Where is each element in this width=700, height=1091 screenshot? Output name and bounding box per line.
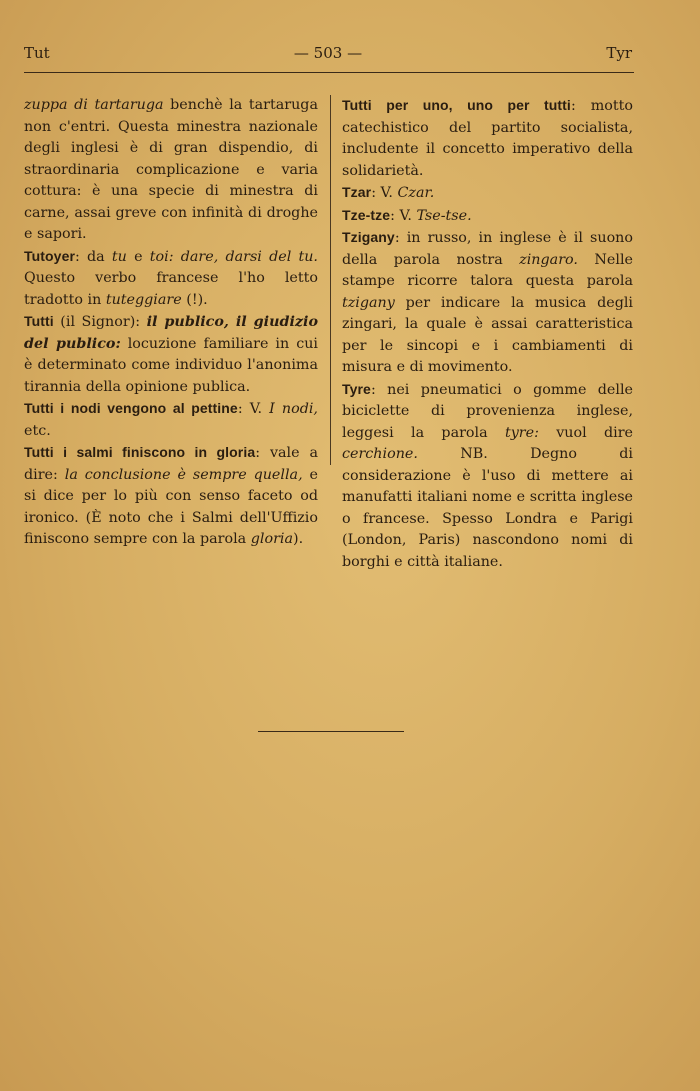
entry-italic-text: gloria: [250, 531, 294, 547]
entry-text: locuzione familiare in cui è determinato come individuo l'anonima tirannia della opinione publica.: [24, 335, 318, 395]
entry-text: : motto catechistico del partito socialista, includente il concetto imperativo della solidarietà.: [342, 98, 634, 179]
entry-italic-text: tzigany: [342, 294, 395, 311]
entry-italic-text: zuppa di tartaruga: [24, 97, 164, 113]
entry-text: ).: [293, 531, 304, 547]
header-left-guideword: Tut: [24, 44, 50, 62]
left-column: [24, 95, 318, 551]
entry-headword: Tyre: [342, 380, 371, 397]
entry-italic-text: tyre:: [504, 424, 539, 441]
entry-headword: Tutti i salmi finiscono in gloria: [24, 444, 256, 460]
entry-text: : V.: [390, 207, 417, 224]
entry-text: : in russo, in inglese è il suono della parola nostra: [342, 230, 633, 268]
right-column: [342, 95, 633, 573]
entry-italic-text: I nodi,: [269, 401, 318, 417]
entry-headword: Tutti per uno, uno per tutti: [342, 97, 571, 113]
dictionary-entry: [342, 227, 633, 379]
dictionary-entry: [24, 398, 318, 442]
dictionary-entry: [24, 246, 318, 312]
entry-italic-text: Tse-tse.: [416, 207, 472, 224]
entry-headword: Tutoyer: [24, 247, 75, 264]
entry-italic-text: tuteggiare: [105, 291, 182, 308]
entry-text: : V.: [371, 185, 398, 201]
dictionary-entry: [342, 205, 633, 228]
entry-italic-text: Czar.: [397, 185, 435, 201]
entry-headword: Tutti: [24, 313, 54, 329]
entry-text: : nei pneumatici o gomme delle biciclette di provenienza inglese, leggesi la parola: [342, 381, 633, 441]
entry-headword: Tze-tze: [342, 206, 391, 223]
entry-text: (il Signor):: [53, 314, 147, 330]
entry-italic-text: zingaro.: [519, 251, 578, 268]
entry-text: NB. Degno di considerazione è l'uso di mettere ai manufatti italiani nome e scritta inglese o francese. Spesso Londra e Parigi (London, Paris) nascondono nomi di borghi e città italiane.: [342, 446, 633, 570]
entry-text: etc.: [24, 422, 51, 439]
entry-text: : da: [75, 248, 112, 265]
entry-text: e si dice per lo più con senso faceto od ironico. (È noto che i Salmi dell'Uffizio finiscono sempre con la parola: [24, 466, 319, 547]
end-of-section-rule: [258, 731, 404, 732]
entry-italic-text: il publico, il giudizio del publico:: [24, 314, 319, 352]
entry-italic-text: la conclusione è sempre quella,: [64, 466, 303, 483]
dictionary-entry: [342, 95, 633, 182]
header-right-guideword: Tyr: [606, 44, 632, 62]
dictionary-entry: [24, 311, 318, 398]
entry-italic-text: toi: dare, darsi del tu.: [149, 248, 318, 265]
header-rule: [24, 72, 634, 73]
entry-text: e: [126, 248, 150, 265]
dictionary-entry: [342, 182, 633, 205]
entry-text: vuol dire: [538, 424, 633, 441]
entry-italic-text: tu: [111, 248, 127, 265]
entry-text: : vale a dire:: [24, 445, 318, 483]
entry-text: benchè la tartaruga non c'entri. Questa minestra nazionale degli inglesi è di gran dispendio, di straordinaria complicazione e varia cottura: è una specie di minestra di carne, assai greve con infinità di droghe e sapori.: [24, 97, 318, 242]
entry-text: Nelle stampe ricorre talora questa parola: [342, 251, 633, 289]
entry-text: : V.: [237, 401, 270, 417]
dictionary-entry: [342, 379, 633, 574]
entry-headword: Tzigany: [342, 229, 395, 245]
entry-text: per indicare la musica degli zingari, la quale è assai caratteristica per le sincopi e i cambiamenti di misura e di movimento.: [342, 294, 633, 375]
entry-italic-text: cerchione.: [342, 446, 418, 462]
running-header: [24, 42, 632, 64]
page-number: — 503 —: [293, 44, 363, 62]
dictionary-entry: [24, 442, 318, 551]
entry-headword: Tutti i nodi vengono al pettine: [24, 400, 238, 416]
entry-text: Questo verbo francese l'ho letto tradotto in: [24, 270, 318, 308]
entry-headword: Tzar: [342, 184, 372, 200]
dictionary-entry: [24, 95, 318, 246]
entry-text: (!).: [181, 291, 208, 308]
column-divider: [330, 95, 331, 465]
